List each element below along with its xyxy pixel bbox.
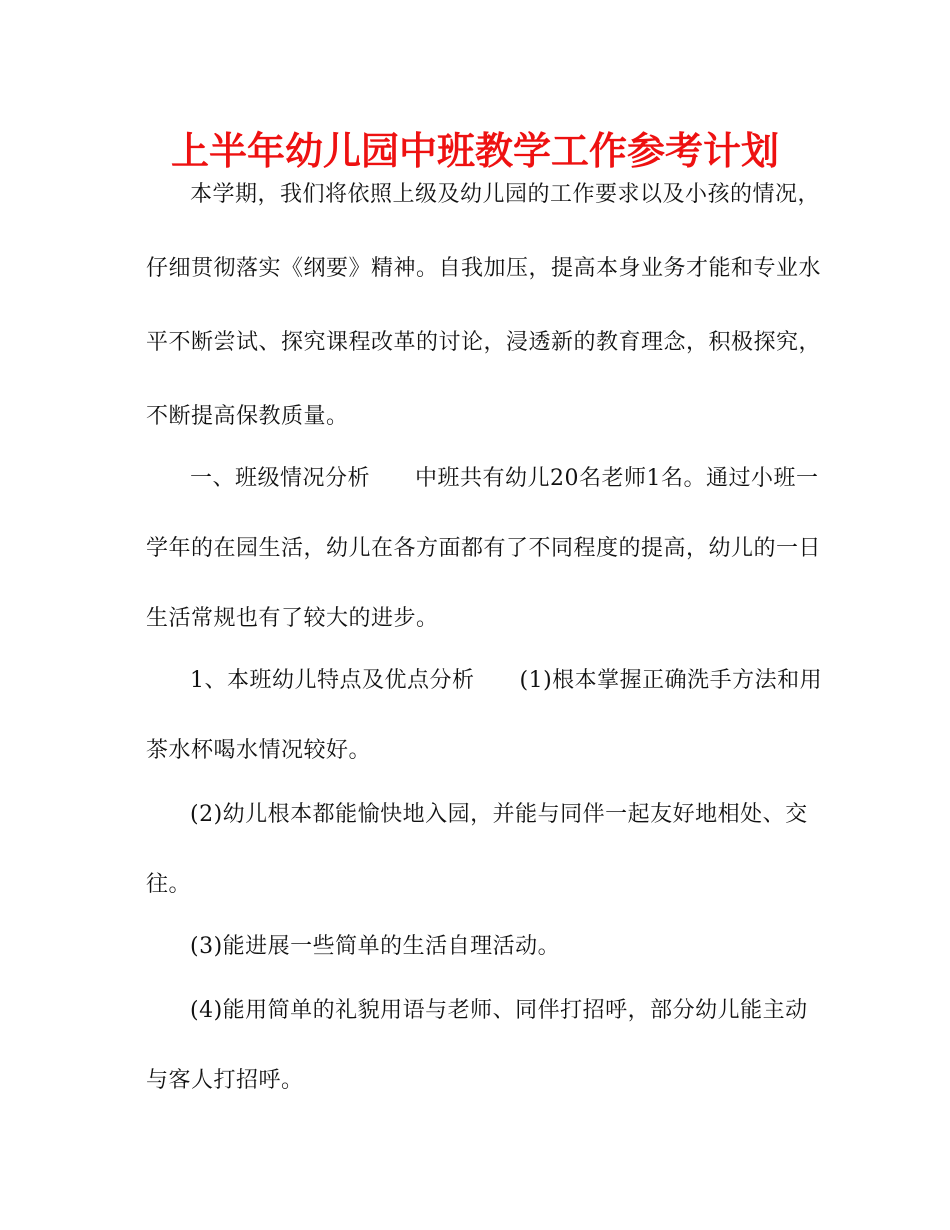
paragraph-line: 往。 <box>146 872 192 897</box>
paragraph-line: 学年的在园生活，幼儿在各方面都有了不同程度的提高，幼儿的一日 <box>146 536 822 561</box>
paragraph-line: 仔细贯彻落实《纲要》精神。自我加压，提高本身业务才能和专业水 <box>146 256 822 281</box>
paragraph-line: (3)能进展一些简单的生活自理活动。 <box>190 934 561 959</box>
paragraph-line: (2)幼儿根本都能愉快地入园，并能与同伴一起友好地相处、交 <box>190 802 808 827</box>
paragraph-line: 1、本班幼儿特点及优点分析 (1)根本掌握正确洗手方法和用 <box>190 668 823 693</box>
paragraph-line: 不断提高保教质量。 <box>146 404 349 429</box>
paragraph-line: (4)能用简单的礼貌用语与老师、同伴打招呼，部分幼儿能主动 <box>190 998 808 1023</box>
paragraph-line: 与客人打招呼。 <box>146 1068 304 1093</box>
paragraph-line: 生活常规也有了较大的进步。 <box>146 606 439 631</box>
paragraph-line: 平不断尝试、探究课程改革的讨论，浸透新的教育理念，积极探究， <box>146 330 822 355</box>
paragraph-line: 茶水杯喝水情况较好。 <box>146 738 372 763</box>
paragraph-line: 一、班级情况分析 中班共有幼儿20名老师1名。通过小班一 <box>190 466 819 491</box>
document-title: 上半年幼儿园中班教学工作参考计划 <box>170 129 779 173</box>
paragraph-line: 本学期，我们将依照上级及幼儿园的工作要求以及小孩的情况， <box>190 182 821 207</box>
